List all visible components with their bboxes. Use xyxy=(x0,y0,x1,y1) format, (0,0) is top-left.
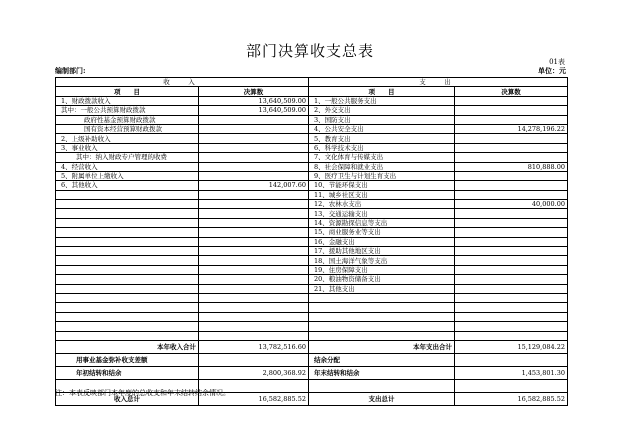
carry-in-value: 2,800,368.92 xyxy=(199,366,309,379)
carry-out-label: 年末结转和结余 xyxy=(309,366,455,379)
income-item-cell xyxy=(56,275,199,284)
expense-amount-cell xyxy=(455,256,568,265)
expense-amount-header: 决算数 xyxy=(455,87,568,96)
income-amount-cell xyxy=(199,115,309,124)
expense-amount-cell xyxy=(455,303,568,312)
income-amount-cell xyxy=(199,153,309,162)
expense-amount-cell xyxy=(455,312,568,321)
expense-amount-cell xyxy=(455,228,568,237)
expense-amount-cell xyxy=(455,153,568,162)
carry-out-value: 1,453,801.30 xyxy=(455,366,568,379)
expense-amount-cell xyxy=(455,143,568,152)
table-row xyxy=(56,256,568,265)
dist-value xyxy=(455,353,568,366)
table-row xyxy=(56,124,568,133)
expense-item-cell: 17、援助其他地区支出 xyxy=(309,247,455,256)
income-amount-cell xyxy=(199,228,309,237)
income-item-header: 项 目 xyxy=(56,87,199,96)
income-item-cell xyxy=(56,237,199,246)
income-amount-cell xyxy=(199,275,309,284)
expense-amount-cell xyxy=(455,190,568,199)
income-item-cell: 6、其他收入 xyxy=(56,181,199,190)
expense-amount-cell xyxy=(455,247,568,256)
expense-item-cell: 4、公共安全支出 xyxy=(309,124,455,133)
table-row xyxy=(56,200,568,209)
table-row xyxy=(56,115,568,124)
table-row xyxy=(56,162,568,171)
income-section-header: 收 入 xyxy=(56,78,309,87)
expense-amount-cell xyxy=(455,293,568,302)
grand-expense-label: 支出总计 xyxy=(309,392,455,405)
column-header-row xyxy=(56,87,568,96)
expense-item-cell: 8、社会保障和就业支出 xyxy=(309,162,455,171)
income-amount-cell xyxy=(199,331,309,340)
table-row xyxy=(56,247,568,256)
income-amount-cell xyxy=(199,171,309,180)
expense-item-cell: 21、其他支出 xyxy=(309,284,455,293)
income-amount-cell xyxy=(199,284,309,293)
income-amount-cell xyxy=(199,200,309,209)
unit-label: 单位：元 xyxy=(538,66,566,75)
income-total-label: 本年收入合计 xyxy=(56,340,199,353)
income-item-cell: 3、事业收入 xyxy=(56,143,199,152)
income-amount-cell xyxy=(199,265,309,274)
expense-total-label: 本年支出合计 xyxy=(309,340,455,353)
expense-amount-cell xyxy=(455,134,568,143)
expense-item-cell: 9、医疗卫生与计划生育支出 xyxy=(309,171,455,180)
income-item-cell: 政府性基金预算财政拨款 xyxy=(56,115,199,124)
table-row xyxy=(56,331,568,340)
expense-amount-cell xyxy=(455,96,568,105)
expense-amount-cell xyxy=(455,115,568,124)
expense-item-cell: 6、科学技术支出 xyxy=(309,143,455,152)
income-item-cell xyxy=(56,228,199,237)
dist-label: 结余分配 xyxy=(309,353,455,366)
income-item-cell: 2、上级补助收入 xyxy=(56,134,199,143)
table-row xyxy=(56,190,568,199)
income-amount-cell: 13,640,509.00 xyxy=(199,96,309,105)
expense-item-cell: 13、交通运输支出 xyxy=(309,209,455,218)
income-amount-cell xyxy=(199,312,309,321)
expense-amount-cell xyxy=(455,322,568,331)
income-amount-cell xyxy=(199,256,309,265)
expense-item-cell: 10、节能环保支出 xyxy=(309,181,455,190)
income-amount-cell xyxy=(199,162,309,171)
expense-item-cell: 16、金融支出 xyxy=(309,237,455,246)
income-amount-cell: 13,640,509.00 xyxy=(199,106,309,115)
income-amount-cell xyxy=(199,247,309,256)
grand-expense-value: 16,582,885.52 xyxy=(455,392,568,405)
income-item-cell xyxy=(56,256,199,265)
income-item-cell xyxy=(56,284,199,293)
expense-amount-cell xyxy=(455,237,568,246)
footnote: 注：本表反映部门本年度的总收支和年末结转结余情况。 xyxy=(55,389,230,397)
income-item-cell xyxy=(56,293,199,302)
income-item-cell xyxy=(56,331,199,340)
table-row xyxy=(56,293,568,302)
income-amount-cell xyxy=(199,143,309,152)
expense-item-cell xyxy=(309,303,455,312)
table-row xyxy=(56,96,568,105)
expense-amount-cell xyxy=(455,171,568,180)
expense-item-header: 项 目 xyxy=(309,87,455,96)
expense-item-cell: 7、文化体育与传媒支出 xyxy=(309,153,455,162)
income-item-cell xyxy=(56,247,199,256)
income-amount-cell xyxy=(199,293,309,302)
income-item-cell xyxy=(56,218,199,227)
income-item-cell xyxy=(56,190,199,199)
expense-item-cell: 1、一般公共服务支出 xyxy=(309,96,455,105)
table-row xyxy=(56,312,568,321)
income-item-cell xyxy=(56,265,199,274)
expense-amount-cell xyxy=(455,284,568,293)
expense-total-value: 15,129,084.22 xyxy=(455,340,568,353)
expense-item-cell xyxy=(309,293,455,302)
section-header-row xyxy=(56,78,568,87)
expense-amount-cell xyxy=(455,209,568,218)
table-row xyxy=(56,106,568,115)
carry-row xyxy=(56,366,568,379)
grand-income-value: 16,582,885.52 xyxy=(199,392,309,405)
expense-item-cell xyxy=(309,322,455,331)
expense-amount-cell xyxy=(455,275,568,284)
table-row xyxy=(56,322,568,331)
expense-amount-cell: 40,000.00 xyxy=(455,200,568,209)
income-total-value: 13,782,516.60 xyxy=(199,340,309,353)
fund-value xyxy=(199,353,309,366)
expense-item-cell: 20、粮油物资储备支出 xyxy=(309,275,455,284)
expense-amount-cell xyxy=(455,106,568,115)
table-row xyxy=(56,228,568,237)
income-item-cell xyxy=(56,200,199,209)
expense-item-cell: 3、国防支出 xyxy=(309,115,455,124)
expense-item-cell: 15、商业服务业等支出 xyxy=(309,228,455,237)
table-row xyxy=(56,171,568,180)
table-row xyxy=(56,265,568,274)
page-title: 部门决算收支总表 xyxy=(245,42,374,60)
table-row xyxy=(56,284,568,293)
expense-item-cell: 19、住房保障支出 xyxy=(309,265,455,274)
income-amount-cell xyxy=(199,124,309,133)
table-row xyxy=(56,303,568,312)
income-item-cell: 5、附属单位上缴收入 xyxy=(56,171,199,180)
income-item-cell xyxy=(56,209,199,218)
expense-item-cell: 14、资源勘探信息等支出 xyxy=(309,218,455,227)
expense-item-cell: 2、外交支出 xyxy=(309,106,455,115)
expense-amount-cell: 14,278,196.22 xyxy=(455,124,568,133)
income-amount-header: 决算数 xyxy=(199,87,309,96)
summary-table xyxy=(55,77,568,406)
expense-item-cell xyxy=(309,312,455,321)
expense-item-cell: 11、城乡社区支出 xyxy=(309,190,455,199)
fund-row xyxy=(56,353,568,366)
table-row xyxy=(56,143,568,152)
expense-item-cell: 18、国土海洋气象等支出 xyxy=(309,256,455,265)
expense-item-cell: 12、农林水支出 xyxy=(309,200,455,209)
expense-section-header: 支 出 xyxy=(309,78,568,87)
income-amount-cell xyxy=(199,322,309,331)
year-total-row xyxy=(56,340,568,353)
expense-item-cell: 5、教育支出 xyxy=(309,134,455,143)
table-row xyxy=(56,153,568,162)
income-item-cell: 国有资本经营预算财政拨款 xyxy=(56,124,199,133)
expense-amount-cell xyxy=(455,265,568,274)
table-row xyxy=(56,134,568,143)
income-amount-cell xyxy=(199,209,309,218)
income-amount-cell xyxy=(199,218,309,227)
org-label: 编制部门: xyxy=(55,66,86,75)
income-item-cell: 其中：纳入财政专户管理的收费 xyxy=(56,153,199,162)
expense-amount-cell: 810,888.00 xyxy=(455,162,568,171)
carry-in-label: 年初结转和结余 xyxy=(56,366,199,379)
income-amount-cell xyxy=(199,303,309,312)
income-amount-cell xyxy=(199,237,309,246)
income-amount-cell xyxy=(199,190,309,199)
income-item-cell: 4、经营收入 xyxy=(56,162,199,171)
grand-income-label: 收入总计 xyxy=(56,392,199,405)
fund-label: 用事业基金弥补收支差额 xyxy=(56,353,199,366)
income-item-cell: 1、财政拨款收入 xyxy=(56,96,199,105)
income-item-cell xyxy=(56,322,199,331)
table-row xyxy=(56,181,568,190)
income-item-cell: 其中：一般公共预算财政拨款 xyxy=(56,106,199,115)
expense-item-cell xyxy=(309,331,455,340)
income-amount-cell xyxy=(199,134,309,143)
expense-amount-cell xyxy=(455,331,568,340)
income-item-cell xyxy=(56,312,199,321)
table-row xyxy=(56,218,568,227)
expense-amount-cell xyxy=(455,181,568,190)
form-number: 01表 xyxy=(549,58,565,66)
expense-amount-cell xyxy=(455,218,568,227)
table-row xyxy=(56,209,568,218)
table-row xyxy=(56,275,568,284)
table-row xyxy=(56,237,568,246)
income-item-cell xyxy=(56,303,199,312)
income-amount-cell: 142,007.60 xyxy=(199,181,309,190)
